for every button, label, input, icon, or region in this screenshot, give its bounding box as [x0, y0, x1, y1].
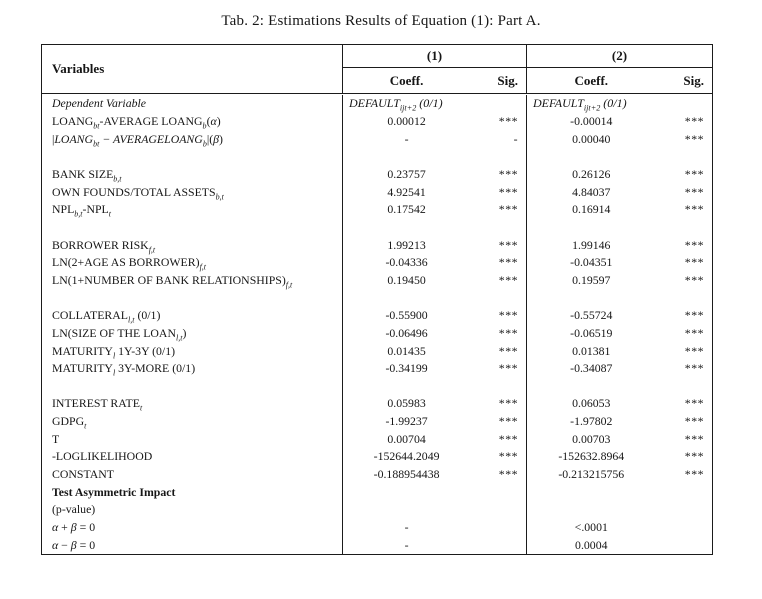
variable-label: $MATURITY_l$ 1Y-3Y (0/1)	[52, 343, 176, 360]
sig-value-2: ***	[684, 184, 704, 199]
coeff-value-2: -0.04351	[570, 255, 613, 270]
variable-label: $NPL_{b,t}-NPL_t$	[52, 202, 111, 219]
coeff-value-1: 0.05983	[387, 396, 426, 411]
table-header	[42, 45, 712, 94]
table-row	[42, 236, 712, 254]
column-group-1	[342, 183, 526, 201]
coeff-value-1: 0.00012	[387, 113, 426, 128]
column-group-1	[342, 95, 526, 113]
coeff-value-1: -	[404, 131, 409, 146]
sig-value-1: ***	[498, 308, 518, 323]
table-row	[42, 272, 712, 290]
table-row	[42, 519, 712, 537]
coeff-value-2: -0.34087	[570, 361, 613, 376]
column-group-2	[526, 501, 712, 519]
sig-value-2: ***	[684, 113, 704, 128]
coeff-value-1: 4.92541	[387, 184, 426, 199]
sig-value-1: ***	[498, 396, 518, 411]
coeff-value-2: 0.0004	[575, 537, 608, 552]
column-group-1	[342, 466, 526, 484]
sig-value-2: ***	[684, 431, 704, 446]
coeff-header-2: Coeff.	[574, 72, 609, 88]
variable-label: Dependent Variable	[52, 96, 147, 111]
column-group-2	[526, 166, 712, 184]
sig-value-1: ***	[498, 255, 518, 270]
variable-label: $GDPG_t$	[52, 414, 87, 431]
spacer-row	[42, 289, 712, 307]
column-group-2	[526, 289, 712, 307]
column-group-1	[342, 395, 526, 413]
coeff-value-1: -	[404, 520, 409, 535]
column-group-2	[526, 307, 712, 325]
variable-label: α − β = 0	[52, 537, 96, 552]
coeff-value-2: 1.99146	[572, 237, 611, 252]
column-group-2	[526, 378, 712, 396]
sig-value-1: ***	[498, 272, 518, 287]
coeff-value-1: 0.23757	[387, 166, 426, 181]
coeff-value-1: -1.99237	[385, 414, 428, 429]
sig-value-2: ***	[684, 414, 704, 429]
coeff-value-2: <.0001	[574, 520, 608, 535]
variable-label: α + β = 0	[52, 520, 96, 535]
column-group-2	[526, 130, 712, 148]
table-row	[42, 395, 712, 413]
sig-value-2: ***	[684, 255, 704, 270]
column-group-2	[526, 519, 712, 537]
column-group-2	[526, 113, 712, 131]
column-group-2	[526, 236, 712, 254]
column-group-1	[342, 236, 526, 254]
sig-value-1: ***	[498, 113, 518, 128]
column-group-1	[342, 219, 526, 237]
coeff-value-1: -0.04336	[385, 255, 428, 270]
coeff-value-2: 0.06053	[572, 396, 611, 411]
column-group-2	[526, 430, 712, 448]
table-row	[42, 413, 712, 431]
column-group-2	[526, 342, 712, 360]
table-row	[42, 201, 712, 219]
variable-label: (p-value)	[52, 502, 96, 517]
variable-label: $MATURITY_l$ 3Y-MORE (0/1)	[52, 361, 196, 378]
coeff-value-2: 0.00040	[572, 131, 611, 146]
column-group-2	[526, 360, 712, 378]
column-group-1	[342, 448, 526, 466]
table-body	[42, 94, 712, 554]
column-group-1	[342, 272, 526, 290]
sig-value-1: ***	[498, 184, 518, 199]
coeff-value-1: -152644.2049	[373, 449, 440, 464]
table-row	[42, 483, 712, 501]
variable-label: LN(1+NUMBER OF BANK $RELATIONSHIPS)_{f,t}$	[52, 272, 293, 290]
column-group-1	[342, 148, 526, 166]
column-group-2	[526, 254, 712, 272]
table-row	[42, 113, 712, 131]
results-table	[41, 44, 713, 555]
column-group-2	[526, 536, 712, 554]
coeff-value-1: 0.01435	[387, 343, 426, 358]
variables-column-header: Variables	[52, 61, 105, 76]
coeff-value-2: -0.00014	[570, 113, 613, 128]
column-group-2	[526, 466, 712, 484]
subheader-row-1	[343, 68, 526, 93]
table-row	[42, 95, 712, 113]
column-group-2	[526, 183, 712, 201]
column-group-1	[342, 113, 526, 131]
table-row	[42, 448, 712, 466]
column-group-1	[342, 519, 526, 537]
coeff-value-2: 0.19597	[572, 272, 611, 287]
coeff-value-2: 0.01381	[572, 343, 611, 358]
coeff-value-1: -0.06496	[385, 325, 428, 340]
column-group-1	[342, 130, 526, 148]
coeff-value-1: 1.99213	[387, 237, 426, 252]
sig-value-2: ***	[684, 343, 704, 358]
coeff-value-2: -152632.8964	[558, 449, 625, 464]
sig-value-2: ***	[684, 272, 704, 287]
coeff-header-1: Coeff.	[389, 72, 424, 88]
sig-value-1: ***	[498, 343, 518, 358]
sig-value-2: ***	[684, 166, 704, 181]
column-group-1	[342, 342, 526, 360]
spacer-row	[42, 148, 712, 166]
column-group-1	[342, 325, 526, 343]
column-group-1	[342, 289, 526, 307]
spacer-row	[42, 219, 712, 237]
coeff-value-2: 0.26126	[572, 166, 611, 181]
column-group-1	[342, 536, 526, 554]
table-row	[42, 430, 712, 448]
table-row	[42, 166, 712, 184]
sig-value-2: ***	[684, 361, 704, 376]
column-group-2	[526, 483, 712, 501]
variable-label: Test Asymmetric Impact	[52, 484, 176, 499]
coeff-value-1: -0.188954438	[373, 467, 440, 482]
coeff-value-2: -1.97802	[570, 414, 613, 429]
sig-value-1: ***	[498, 467, 518, 482]
table-row	[42, 325, 712, 343]
column-group-1	[342, 413, 526, 431]
variable-label: -LOGLIKELIHOOD	[52, 449, 153, 464]
table-row	[42, 536, 712, 554]
column-group-2	[526, 95, 712, 113]
column-group-1	[342, 166, 526, 184]
coeff-value-1: -0.34199	[385, 361, 428, 376]
table-row	[42, 183, 712, 201]
sig-value-1: -	[513, 131, 518, 146]
model-2-header: (2)	[527, 45, 712, 68]
column-group-2	[526, 201, 712, 219]
sig-value-2: ***	[684, 467, 704, 482]
sig-value-1: ***	[498, 325, 518, 340]
model-1-header: (1)	[343, 45, 526, 68]
coeff-value-1: -0.55900	[385, 308, 428, 323]
sig-value-1: ***	[498, 237, 518, 252]
subheader-row-2	[527, 68, 712, 93]
variable-label: CONSTANT	[52, 467, 114, 482]
spacer-row	[42, 378, 712, 396]
table-row	[42, 307, 712, 325]
variable-label: LN(SIZE OF THE $LOAN_{l,t}$)	[52, 325, 187, 343]
sig-value-2: ***	[684, 237, 704, 252]
variable-label: LN(2+AGE AS $BORROWER)_{f,t}$	[52, 255, 207, 272]
coeff-value-1: 0.19450	[387, 272, 426, 287]
column-group-2	[526, 395, 712, 413]
table-row	[42, 342, 712, 360]
variable-label: INTEREST $RATE_t$	[52, 396, 143, 413]
coeff-value-1: 0.00704	[387, 431, 426, 446]
sig-header-1: Sig.	[497, 72, 518, 88]
column-group-2	[526, 272, 712, 290]
variable-label: BORROWER $RISK_{f,t}$	[52, 237, 156, 254]
sig-value-2: ***	[684, 131, 704, 146]
variable-label: T	[52, 431, 60, 446]
column-group-1	[342, 430, 526, 448]
column-group-2	[526, 219, 712, 237]
variable-label: $LOANG_{bt}$-AVERAGE $LOANG_b(\alpha)$	[52, 113, 221, 131]
column-group-2	[526, 148, 712, 166]
sig-value-1: ***	[498, 166, 518, 181]
variable-label: $|LOANG_{bt}$ − $AVERAGELOANG_b|(\beta)$	[52, 131, 223, 148]
table-row	[42, 130, 712, 148]
sig-value-1: ***	[498, 361, 518, 376]
column-group-1	[342, 483, 526, 501]
sig-value-2: ***	[684, 308, 704, 323]
coeff-value-2: -0.55724	[570, 308, 613, 323]
sig-value-1: ***	[498, 414, 518, 429]
dependent-variable-value-1: $DEFAULT_{ijt+2}$ (0/1)	[349, 96, 443, 113]
table-caption: Tab. 2: Estimations Results of Equation (1): Part A.	[221, 13, 541, 29]
table-row	[42, 254, 712, 272]
variable-label: BANK $SIZE_{b,t}$	[52, 166, 122, 184]
coeff-value-1: -	[404, 537, 409, 552]
sig-value-1: ***	[498, 449, 518, 464]
column-group-1	[342, 254, 526, 272]
sig-value-1: ***	[498, 431, 518, 446]
sig-value-2: ***	[684, 325, 704, 340]
sig-value-2: ***	[684, 449, 704, 464]
coeff-value-2: 0.16914	[572, 202, 611, 217]
sig-value-2: ***	[684, 202, 704, 217]
column-group-2	[526, 413, 712, 431]
column-group-header-2	[526, 45, 712, 93]
table-row	[42, 360, 712, 378]
sig-value-2: ***	[684, 396, 704, 411]
coeff-value-2: 4.84037	[572, 184, 611, 199]
variable-label: OWN FOUNDS/TOTAL $ASSETS_{b,t}$	[52, 184, 224, 201]
sig-value-1: ***	[498, 202, 518, 217]
variable-label: $COLLATERAL_{l,t}$ (0/1)	[52, 308, 161, 325]
dependent-variable-value-2: $DEFAULT_{ijt+2}$ (0/1)	[533, 96, 627, 113]
column-group-2	[526, 325, 712, 343]
column-group-1	[342, 307, 526, 325]
coeff-value-2: 0.00703	[572, 431, 611, 446]
sig-header-2: Sig.	[683, 72, 704, 88]
coeff-value-1: 0.17542	[387, 202, 426, 217]
column-group-1	[342, 360, 526, 378]
column-group-header-1	[342, 45, 526, 93]
column-group-1	[342, 378, 526, 396]
table-row	[42, 501, 712, 519]
column-group-1	[342, 501, 526, 519]
column-group-1	[342, 201, 526, 219]
coeff-value-2: -0.213215756	[558, 467, 625, 482]
table-row	[42, 466, 712, 484]
column-group-2	[526, 448, 712, 466]
coeff-value-2: -0.06519	[570, 325, 613, 340]
